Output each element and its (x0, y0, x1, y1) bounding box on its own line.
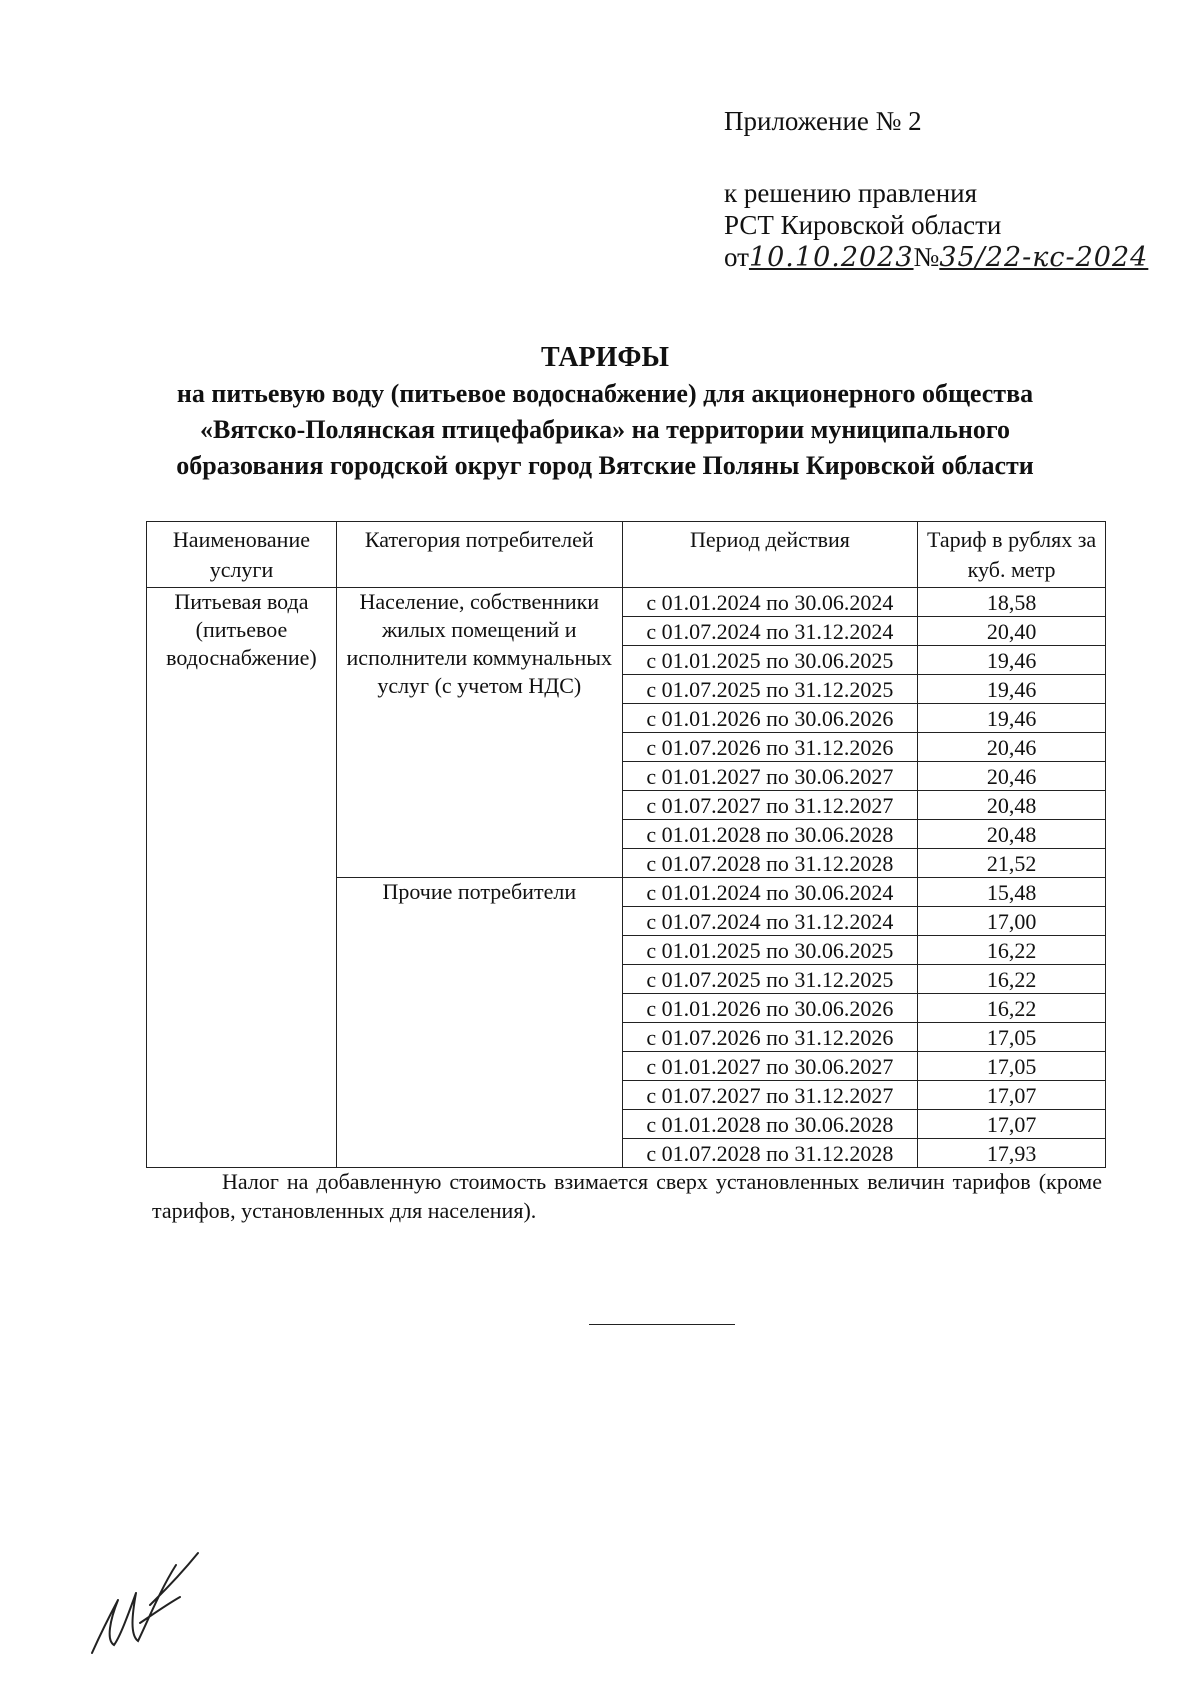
period-cell: с 01.01.2026 по 30.06.2026 (622, 994, 918, 1023)
tariff-cell: 20,48 (918, 791, 1106, 820)
period-cell: с 01.07.2025 по 31.12.2025 (622, 965, 918, 994)
title-line-3: образования городской округ город Вятские Поляны Кировской области (176, 451, 1034, 480)
period-cell: с 01.01.2024 по 30.06.2024 (622, 878, 918, 907)
tariff-cell: 20,46 (918, 762, 1106, 791)
appendix-authority-line: РСТ Кировской области (724, 210, 1002, 240)
period-cell: с 01.01.2025 по 30.06.2025 (622, 936, 918, 965)
period-cell: с 01.07.2024 по 31.12.2024 (622, 907, 918, 936)
tariff-cell: 20,40 (918, 617, 1106, 646)
period-cell: с 01.01.2027 по 30.06.2027 (622, 762, 918, 791)
period-cell: с 01.07.2027 по 31.12.2027 (622, 1081, 918, 1110)
number-sign: № (913, 242, 940, 272)
service-name-cell: Питьевая вода (питьевое водоснабжение) (147, 588, 337, 1168)
tariff-cell: 21,52 (918, 849, 1106, 878)
tariff-cell: 17,00 (918, 907, 1106, 936)
tariff-cell: 18,58 (918, 588, 1106, 617)
from-label: от (724, 242, 749, 272)
tariff-cell: 19,46 (918, 704, 1106, 733)
tariff-cell: 20,46 (918, 733, 1106, 762)
tariff-cell: 16,22 (918, 936, 1106, 965)
category-cell: Население, собственники жилых помещений и исполнители коммунальных услуг (с учетом НДС) (336, 588, 622, 878)
tariff-cell: 17,05 (918, 1052, 1106, 1081)
period-cell: с 01.07.2026 по 31.12.2026 (622, 733, 918, 762)
category-cell: Прочие потребители (336, 878, 622, 1168)
period-cell: с 01.01.2028 по 30.06.2028 (622, 820, 918, 849)
period-cell: с 01.01.2024 по 30.06.2024 (622, 588, 918, 617)
tariff-cell: 17,93 (918, 1139, 1106, 1168)
period-cell: с 01.07.2028 по 31.12.2028 (622, 1139, 918, 1168)
tariff-cell: 16,22 (918, 994, 1106, 1023)
title-line-2: «Вятско-Полянская птицефабрика» на территории муниципального (200, 415, 1010, 444)
header-period: Период действия (622, 522, 918, 588)
tariff-cell: 17,05 (918, 1023, 1106, 1052)
title-main: ТАРИФЫ (541, 342, 669, 373)
table-header-row (147, 522, 1106, 588)
appendix-number: Приложение № 2 (724, 106, 922, 136)
period-cell: с 01.07.2027 по 31.12.2027 (622, 791, 918, 820)
vat-note: Налог на добавленную стоимость взимается сверх установленных величин тарифов (кроме тарифов, установленных для населения). (152, 1169, 1102, 1223)
period-cell: с 01.07.2024 по 31.12.2024 (622, 617, 918, 646)
tariff-cell: 17,07 (918, 1081, 1106, 1110)
header-service: Наименование услуги (147, 522, 337, 588)
header-category: Категория потребителей (336, 522, 622, 588)
tariff-cell: 16,22 (918, 965, 1106, 994)
period-cell: с 01.01.2025 по 30.06.2025 (622, 646, 918, 675)
header-tariff: Тариф в рублях за куб. метр (918, 522, 1106, 588)
period-cell: с 01.07.2026 по 31.12.2026 (622, 1023, 918, 1052)
tariff-cell: 15,48 (918, 878, 1106, 907)
period-cell: с 01.01.2026 по 30.06.2026 (622, 704, 918, 733)
period-cell: с 01.07.2028 по 31.12.2028 (622, 849, 918, 878)
period-cell: с 01.01.2028 по 30.06.2028 (622, 1110, 918, 1139)
tariff-cell: 17,07 (918, 1110, 1106, 1139)
tariff-cell: 20,48 (918, 820, 1106, 849)
title-line-1: на питьевую воду (питьевое водоснабжение) для акционерного общества (176, 379, 1034, 408)
tariff-cell: 19,46 (918, 675, 1106, 704)
appendix-date-number-line (724, 241, 1148, 274)
tariff-cell: 19,46 (918, 646, 1106, 675)
handwritten-number: 35/22-кс-2024 (939, 242, 1149, 273)
appendix-decision-line: к решению правления (724, 178, 978, 208)
document-title (120, 340, 1090, 484)
tariff-table (146, 521, 1106, 1168)
table-row (147, 588, 1106, 617)
period-cell: с 01.01.2027 по 30.06.2027 (622, 1052, 918, 1081)
handwritten-date: 10.10.2023 (748, 242, 914, 273)
closing-rule (589, 1324, 735, 1325)
appendix-block (724, 105, 1148, 274)
signature-icon (80, 1545, 210, 1660)
period-cell: с 01.07.2025 по 31.12.2025 (622, 675, 918, 704)
